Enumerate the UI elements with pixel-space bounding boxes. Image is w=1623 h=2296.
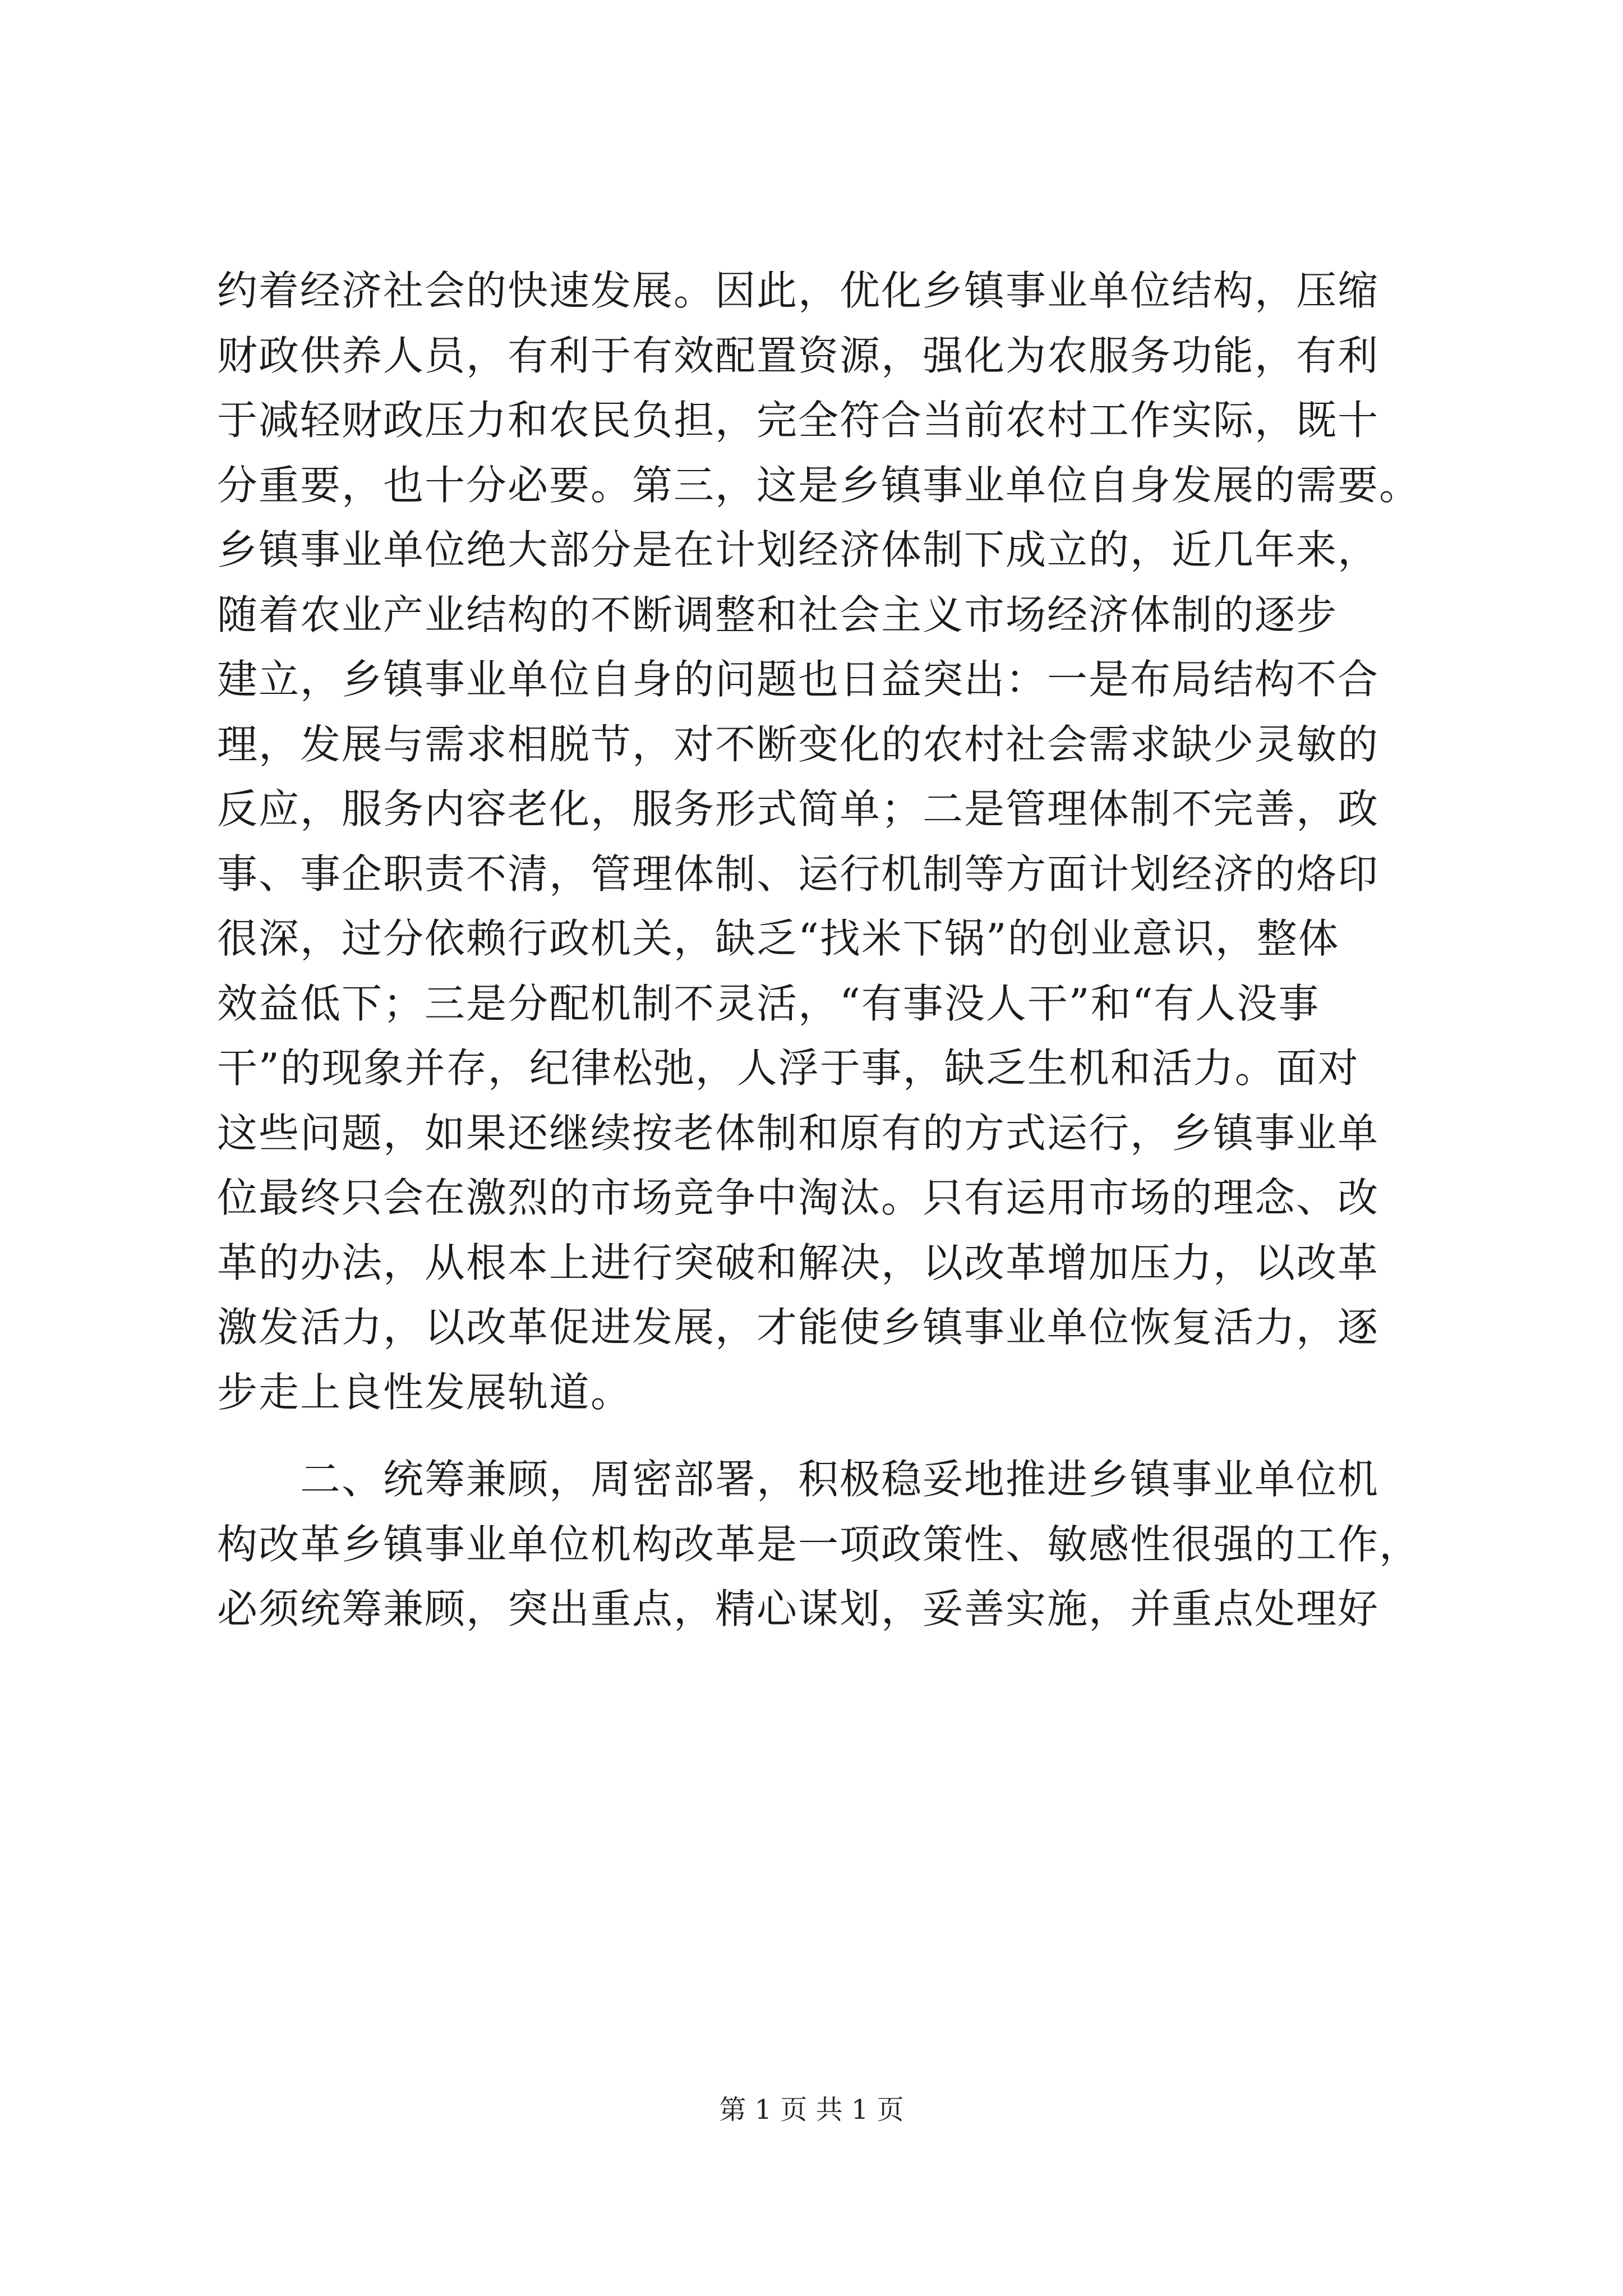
- paragraph-2: [217, 1447, 1423, 1642]
- text-line: 分重要，也十分必要。第三，这是乡镇事业单位自身发展的需要。: [217, 461, 1421, 509]
- text-line: 乡镇事业单位绝大部分是在计划经济体制下成立的，近几年来，: [217, 526, 1380, 573]
- text-line: 反应，服务内容老化，服务形式简单；二是管理体制不完善，政: [217, 785, 1380, 832]
- document-body: [217, 259, 1423, 1642]
- text-line: 效益低下；三是分配机制不灵活，“有事没人干”和“有人没事: [217, 979, 1320, 1027]
- text-line: 建立，乡镇事业单位自身的问题也日益突出：一是布局结构不合: [217, 656, 1380, 703]
- text-line: 理，发展与需求相脱节，对不断变化的农村社会需求缺少灵敏的: [217, 720, 1380, 768]
- text-line: 革的办法，从根本上进行突破和解决，以改革增加压力，以改革: [217, 1239, 1380, 1286]
- text-line: 很深，过分依赖行政机关，缺乏“找米下锅”的创业意识，整体: [217, 915, 1340, 962]
- text-line: 步走上良性发展轨道。: [217, 1368, 633, 1416]
- text-line: 干”的现象并存，纪律松弛，人浮于事，缺乏生机和活力。面对: [217, 1045, 1359, 1092]
- text-line: 财政供养人员，有利于有效配置资源，强化为农服务功能，有利: [217, 332, 1380, 379]
- page-number-label: 第 1 页 共 1 页: [719, 2094, 904, 2125]
- paragraph-gap: [217, 1425, 1423, 1447]
- text-line: 位最终只会在激烈的市场竞争中淘汰。只有运用市场的理念、改: [217, 1174, 1380, 1221]
- text-line: 随着农业产业结构的不断调整和社会主义市场经济体制的逐步: [217, 591, 1338, 638]
- text-line: 必须统筹兼顾，突出重点，精心谋划，妥善实施，并重点处理好: [217, 1585, 1380, 1632]
- text-line: 约着经济社会的快速发展。因此，优化乡镇事业单位结构，压缩: [217, 267, 1380, 314]
- paragraph-1: [217, 259, 1423, 1425]
- page-footer: [0, 2093, 1623, 2127]
- text-line: 于减轻财政压力和农民负担，完全符合当前农村工作实际，既十: [217, 397, 1380, 444]
- text-line: 二、统筹兼顾，周密部署，积极稳妥地推进乡镇事业单位机: [217, 1456, 1380, 1503]
- text-line: 这些问题，如果还继续按老体制和原有的方式运行，乡镇事业单: [217, 1109, 1380, 1157]
- text-line: 构改革乡镇事业单位机构改革是一项政策性、敏感性很强的工作，: [217, 1520, 1421, 1568]
- text-line: 事、事企职责不清，管理体制、运行机制等方面计划经济的烙印: [217, 850, 1380, 898]
- text-line: 激发活力，以改革促进发展，才能使乡镇事业单位恢复活力，逐: [217, 1304, 1380, 1351]
